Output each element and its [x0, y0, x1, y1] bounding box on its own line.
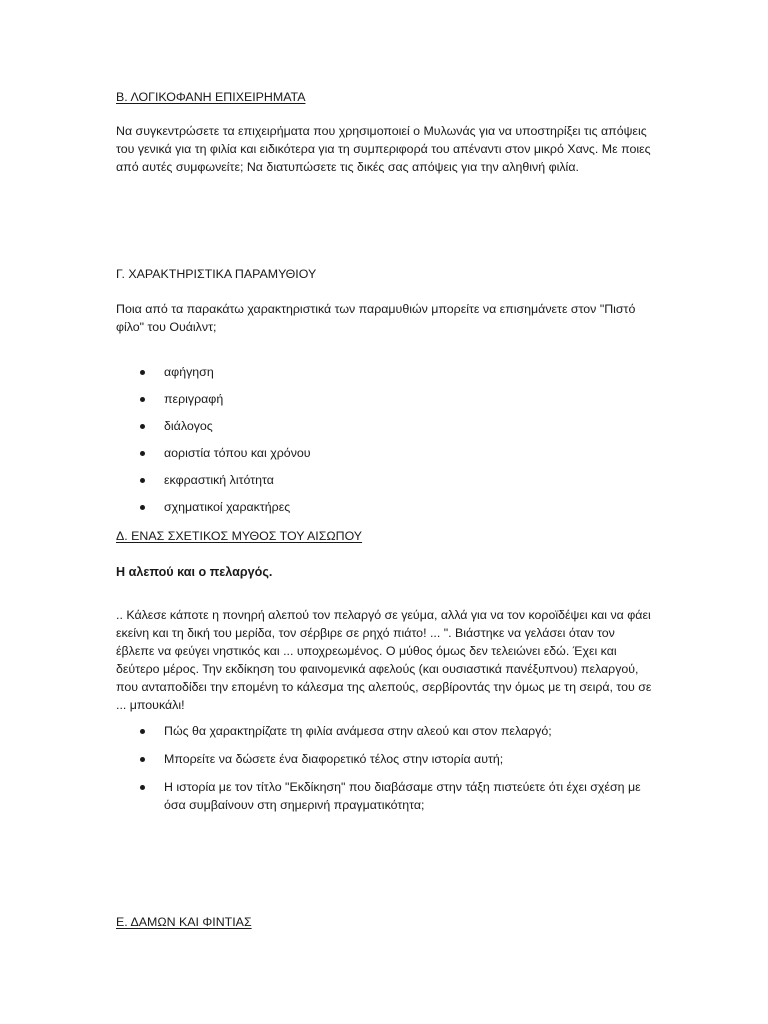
- bullet-icon: [140, 757, 145, 762]
- list-item: Πώς θα χαρακτηρίζατε τη φιλία ανάμεσα στην αλεού και στον πελαργό;: [116, 722, 656, 740]
- list-item: αφήγηση: [116, 363, 656, 390]
- bullet-icon: [140, 785, 145, 790]
- section-g-heading: Γ. ΧΑΡΑΚΤΗΡΙΣΤΙΚΑ ΠΑΡΑΜΥΘΙΟΥ: [116, 267, 317, 281]
- bullet-icon: [140, 424, 145, 429]
- fable-paragraph: .. Κάλεσε κάποτε η πονηρή αλεπού τον πελαργό σε γεύμα, αλλά για να τον κοροϊδέψει και να φάει εκείνη και τη δική του μερίδα, τον σέρβιρε σε ρηχό πιάτο! ... ". Βιάστηκε να γελάσει όταν τον έβλεπε να φεύγει νηστικός και ... υποχρεωμένος. Ο μύθος όμως δεν τελειώνει εδώ. Έχει και δεύτερο μέρος. Την εκδίκηση του φαινομενικά αφελούς (και ουσιαστικά πανέξυπνου) πελαργού, που ανταποδίδει την επομένη το κάλεσμα της αλεπούς, σερβίροντάς την όμως με τη σειρά, του σε ... μπουκάλι!: [116, 608, 652, 712]
- section-b-paragraph: Να συγκεντρώσετε τα επιχειρήματα που χρησιμοποιεί ο Μυλωνάς για να υποστηρίξει τις απόψεις του γενικά για τη φιλία και ειδικότερα για τη συμπεριφορά του απέναντι στον μικρό Χανς. Με ποιες από αυτές συμφωνείτε; Να διατυπώσετε τις δικές σας απόψεις για την αληθινή φιλία.: [116, 124, 651, 174]
- bullet-icon: [140, 505, 145, 510]
- section-g-paragraph: Ποια από τα παρακάτω χαρακτηριστικά των παραμυθιών μπορείτε να επισημάνετε στον "Πιστό φίλο" του Ουάιλντ;: [116, 302, 636, 334]
- fable-title: Η αλεπού και ο πελαργός.: [116, 565, 273, 579]
- list-item: Μπορείτε να δώσετε ένα διαφορετικό τέλος στην ιστορία αυτή;: [116, 750, 656, 768]
- list-item: εκφραστική λιτότητα: [116, 471, 656, 498]
- section-d-heading: Δ. ΕΝΑΣ ΣΧΕΤΙΚΟΣ ΜΥΘΟΣ ΤΟΥ ΑΙΣΩΠΟΥ: [116, 529, 363, 543]
- list-item: διάλογος: [116, 417, 656, 444]
- bullet-icon: [140, 478, 145, 483]
- bullet-icon: [140, 370, 145, 375]
- section-e-heading: Ε. ΔΑΜΩΝ ΚΑΙ ΦΙΝΤΙΑΣ: [116, 915, 252, 929]
- list-item: περιγραφή: [116, 390, 656, 417]
- bullet-icon: [140, 451, 145, 456]
- list-item: Η ιστορία με τον τίτλο "Εκδίκηση" που διαβάσαμε στην τάξη πιστεύετε ότι έχει σχέση με όσα συμβαίνουν στη σημερινή πραγματικότητα;: [116, 778, 656, 814]
- bullet-icon: [140, 397, 145, 402]
- section-b-heading: Β. ΛΟΓΙΚΟΦΑΝΗ ΕΠΙΧΕΙΡΗΜΑΤΑ: [116, 90, 306, 104]
- questions-list: [116, 722, 656, 824]
- fairytale-features-list: [116, 363, 656, 525]
- bullet-icon: [140, 729, 145, 734]
- list-item: αοριστία τόπου και χρόνου: [116, 444, 656, 471]
- list-item: σχηματικοί χαρακτήρες: [116, 498, 656, 525]
